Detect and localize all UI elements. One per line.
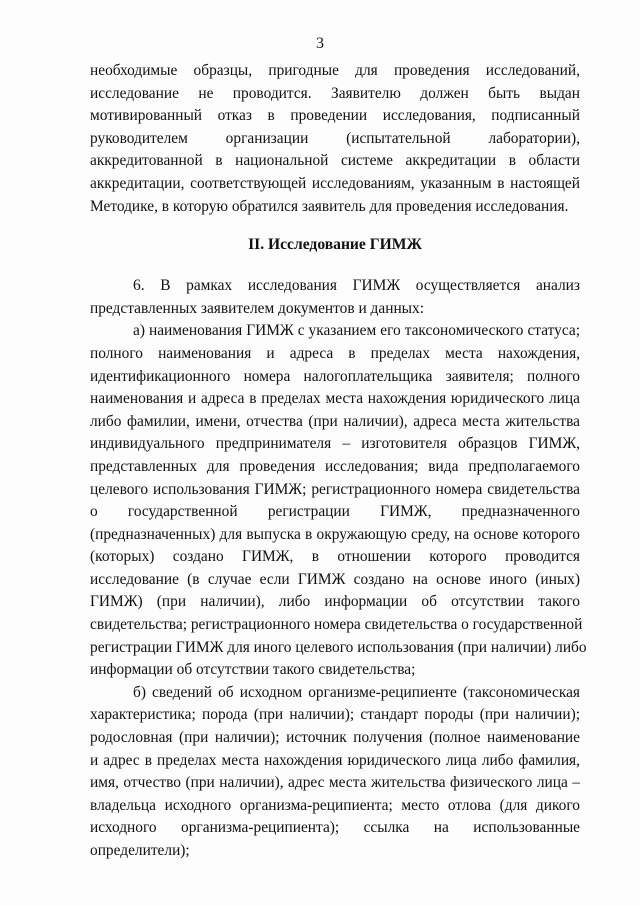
text-line: представленных заявителем документов и данных:: [90, 299, 424, 317]
text-line: Методике, в которую обратился заявитель для проведения исследования.: [90, 197, 569, 215]
text-line: необходимые образцы, пригодные для проведения исследований,: [90, 62, 580, 79]
document-body: [90, 60, 587, 863]
text-line: характеристика; порода (при наличии); стандарт породы (при наличии);: [90, 706, 580, 724]
text-line: свидетельства; регистрационного номера свидетельства о государственной: [90, 616, 583, 634]
text-line: исходного организма-реципиента); ссылка на использованные: [90, 819, 580, 837]
text-line: (которых) создано ГИМЖ, в отношении которого проводится: [90, 548, 580, 566]
text-line: исследование (в случае если ГИМЖ создано на основе иного (иных): [90, 570, 580, 588]
text-line: представленных для проведения исследования; вида предполагаемого: [90, 457, 580, 475]
text-line: о государственной регистрации ГИМЖ, предназначенного: [90, 503, 580, 521]
paragraph-item-6: [90, 275, 580, 320]
text-line: аккредитованной в национальной системе аккредитации в области: [90, 152, 580, 170]
text-line: и адрес в пределах места нахождения юридического лица либо фамилия,: [90, 751, 580, 769]
text-line: определители);: [90, 842, 190, 859]
text-line: руководителем организации (испытательной лаборатории),: [90, 129, 580, 147]
text-line: б) сведений об исходном организме-реципиенте (таксономическая: [133, 683, 580, 701]
text-line: а) наименования ГИМЖ с указанием его таксономического статуса;: [133, 322, 580, 340]
text-line: аккредитации, соответствующей исследованиям, указанным в настоящей: [90, 174, 580, 192]
text-line: исследование не проводится. Заявителю должен быть выдан: [90, 84, 580, 102]
paragraph-continuation: [90, 60, 580, 218]
paragraph-item-a: [90, 320, 587, 682]
text-line: владельца исходного организма-реципиента; место отлова (для дикого: [90, 796, 580, 814]
text-line: либо фамилии, имени, отчества (при наличии), адреса места жительства: [90, 412, 580, 430]
text-line: (предназначенных) для выпуска в окружающую среду, на основе которого: [90, 525, 580, 543]
text-line: мотивированный отказ в проведении исследования, подписанный: [90, 107, 580, 125]
text-line: индивидуального предпринимателя – изготовителя образцов ГИМЖ,: [90, 435, 580, 453]
section-heading: II. Исследование ГИМЖ: [248, 236, 422, 254]
text-line: родословная (при наличии); источник получения (полное наименование: [90, 729, 580, 747]
text-line: идентификационного номера налогоплательщика заявителя; полного: [90, 367, 580, 385]
text-line: целевого использования ГИМЖ; регистрационного номера свидетельства: [90, 480, 580, 498]
text-line: 6. В рамках исследования ГИМЖ осуществляется анализ: [133, 277, 580, 295]
text-line: информации об отсутствии такого свидетельства;: [90, 661, 416, 679]
text-line: наименования и адреса в пределах места нахождения юридического лица: [90, 390, 580, 408]
text-line: полного наименования и адреса в пределах места нахождения,: [90, 344, 580, 362]
text-line: регистрации ГИМЖ для иного целевого использования (при наличии) либо: [90, 638, 587, 656]
text-line: имя, отчество (при наличии), адрес места жительства физического лица –: [90, 774, 580, 792]
page-number: 3: [316, 35, 324, 52]
text-line: ГИМЖ) (при наличии), либо информации об отсутствии такого: [90, 593, 580, 611]
paragraph-item-b: [90, 682, 580, 863]
